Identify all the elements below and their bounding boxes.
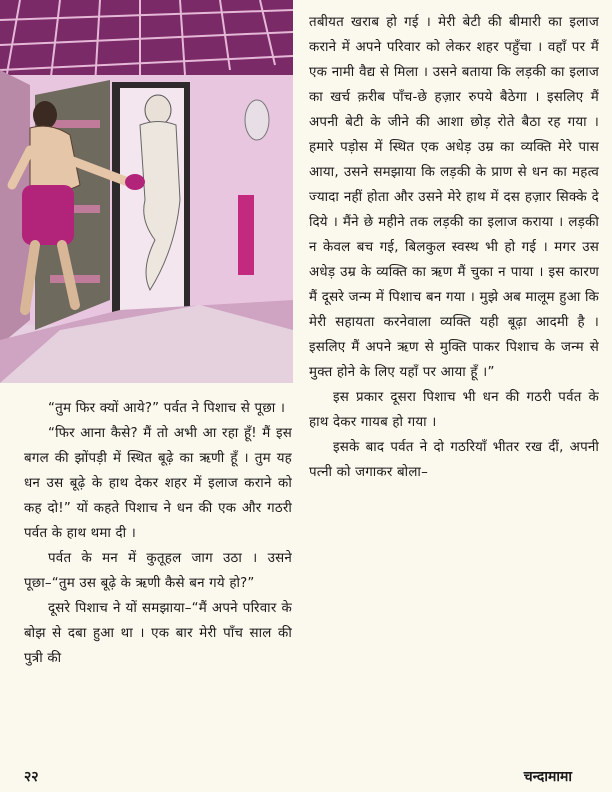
- story-illustration: [0, 0, 293, 383]
- paragraph: दूसरे पिशाच ने यों समझाया–“मैं अपने परिवार के बोझ से दबा हुआ था । एक बार मेरी पाँच साल की पुत्री की: [24, 601, 292, 666]
- paragraph: इस प्रकार दूसरा पिशाच भी धन की गठरी पर्वत के हाथ देकर गायब हो गया ।: [309, 390, 599, 430]
- paragraph: “फिर आना कैसे? मैं तो अभी आ रहा हूँ! मैं इस बगल की झोंपड़ी में स्थित बूढ़े का ऋणी हूँ । तुम यह धन उस बूढ़े के हाथ देकर शहर में इलाज कराने को कह दो!” यों कहते पिशाच ने धन की एक और गठरी पर्वत के हाथ थमा दी ।: [24, 426, 292, 541]
- paragraph: पर्वत के मन में कुतूहल जाग उठा । उसने पूछा–“तुम उस बूढ़े के ऋणी कैसे बन गये हो?”: [24, 551, 292, 591]
- hanging-pot: [245, 100, 269, 140]
- paragraph: इसके बाद पर्वत ने दो गठरियाँ भीतर रख दीं, अपनी पत्नी को जगाकर बोला–: [309, 440, 599, 480]
- left-column: [24, 396, 292, 671]
- paragraph: “तुम फिर क्यों आये?” पर्वत ने पिशाच से पूछा ।: [48, 401, 286, 416]
- hanging-cloth: [238, 195, 254, 275]
- ghost-at-door-illustration: [0, 0, 293, 383]
- magazine-title: चन्दामामा: [523, 769, 572, 785]
- right-column: [309, 10, 599, 485]
- paragraph: तबीयत खराब हो गई । मेरी बेटी की बीमारी का इलाज कराने में अपने परिवार को लेकर शहर पहुँचा । वहाँ पर मैं एक नामी वैद्य से मिला । उसने बताया कि लड़की का इलाज का खर्च क़रीब पाँच-छे हज़ार रुपये बैठेगा । इसलिए मैं अपनी बेटी के जीने की आशा छोड़ रोते बैठा रह गया । हमारे पड़ोस में स्थित एक अधेड़ उम्र का व्यक्ति मेरे पास आया, उसने समझाया कि लड़की के प्राण से धन का महत्व ज्यादा नहीं होता और उसने मेरे हाथ में दस हज़ार सिक्के दे दिये । मैंने छे महीने तक लड़की का इलाज कराया । लड़की न केवल बच गई, बिलकुल स्वस्थ भी हो गई । मगर उस अधेड़ उम्र के व्यक्ति का ऋण मैं चुका न पाया । इस कारण मैं दूसरे जन्म में पिशाच बन गया । मुझे अब मालूम हुआ कि मेरी सहायता करनेवाला व्यक्ति यही बूढ़ा आदमी है । इसलिए मैं अपने ऋण से मुक्ति पाकर पिशाच के जन्म से मुक्त होने के लिए यहाँ पर आया हूँ ।”: [309, 15, 599, 380]
- page-number: २२: [24, 769, 39, 785]
